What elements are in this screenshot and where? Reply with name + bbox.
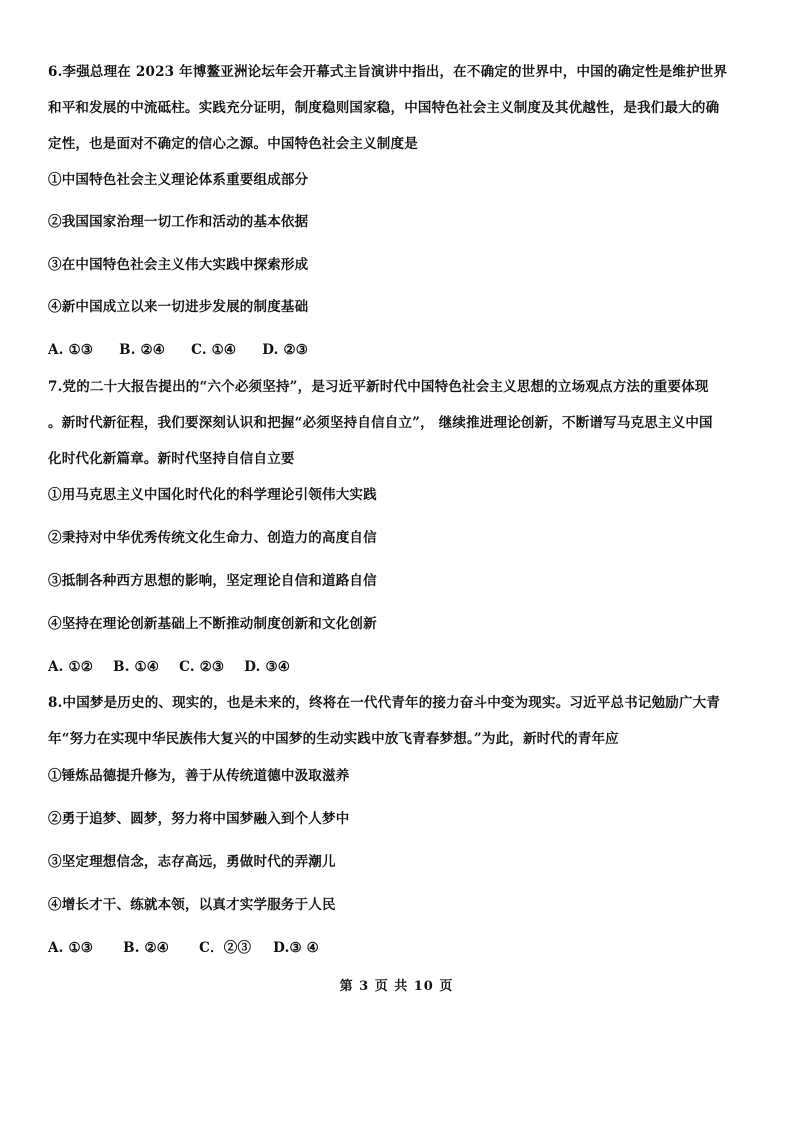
statement-item: ④增长才干、练就本领，以真才实学服务于人民 [48,897,336,913]
option-b[interactable]: B. ①④ [113,659,160,675]
statement-item: ③在中国特色社会主义伟大实践中探索形成 [48,257,309,273]
answer-options [48,657,748,677]
question-stem-line: 8.中国梦是历史的、现实的，也是未来的，终将在一代代青年的接力奋斗中变为现实。习近平总书记勉励广大青 [48,695,721,711]
option-d[interactable]: D.③ ④ [273,940,319,956]
answer-options [48,340,748,360]
statement-item: ③抵制各种西方思想的影响，坚定理论自信和道路自信 [48,573,377,589]
statement-item: ①锤炼品德提升修为，善于从传统道德中汲取滋养 [48,768,350,784]
statement-item: ①中国特色社会主义理论体系重要组成部分 [48,172,309,188]
option-c[interactable]: C．②③ [199,940,252,956]
question-stem-line: 年“努力在实现中华民族伟大复兴的中国梦的生动实践中放飞青春梦想。”为此，新时代的青年应 [48,731,619,747]
page-footer: 第 3 页 共 10 页 [339,979,454,994]
option-a[interactable]: A. ①③ [48,342,94,358]
option-d[interactable]: D. ②③ [262,342,309,358]
question-stem-line: 化时代化新篇章。新时代坚持自信自立要 [48,451,295,467]
question-stem-line: 定性，也是面对不确定的信心之源。中国特色社会主义制度是 [48,136,418,152]
statement-item: ①用马克思主义中国化时代化的科学理论引领伟大实践 [48,487,377,503]
question-stem-line: 6.李强总理在 2023 年博鳌亚洲论坛年会开幕式主旨演讲中指出，在不确定的世界中，中国的确定性是维护世界 [48,64,728,80]
option-a[interactable]: A. ①② [48,659,94,675]
question-stem-line: 和平和发展的中流砥柱。实践充分证明，制度稳则国家稳，中国特色社会主义制度及其优越性，是我们最大的确 [48,100,720,116]
question-stem-line: 。新时代新征程，我们要深刻认识和把握“必须坚持自信自立”， 继续推进理论创新，不断谱写马克思主义中国 [48,415,713,431]
statement-item: ④新中国成立以来一切进步发展的制度基础 [48,299,309,315]
answer-options [48,938,748,958]
statement-item: ②勇于追梦、圆梦，努力将中国梦融入到个人梦中 [48,811,350,827]
option-a[interactable]: A. ①③ [48,940,94,956]
statement-item: ④坚持在理论创新基础上不断推动制度创新和文化创新 [48,616,377,632]
option-c[interactable]: C. ①④ [191,342,237,358]
option-b[interactable]: B. ②④ [123,940,170,956]
question-stem-line: 7.党的二十大报告提出的“六个必须坚持”，是习近平新时代中国特色社会主义思想的立场观点方法的重要体现 [48,379,709,395]
option-d[interactable]: D. ③④ [244,659,291,675]
statement-item: ②我国国家治理一切工作和活动的基本依据 [48,214,309,230]
option-b[interactable]: B. ②④ [119,342,166,358]
statement-item: ③坚定理想信念，志存高远，勇做时代的弄潮儿 [48,854,336,870]
option-c[interactable]: C. ②③ [179,659,225,675]
statement-item: ②秉持对中华优秀传统文化生命力、创造力的高度自信 [48,530,377,546]
